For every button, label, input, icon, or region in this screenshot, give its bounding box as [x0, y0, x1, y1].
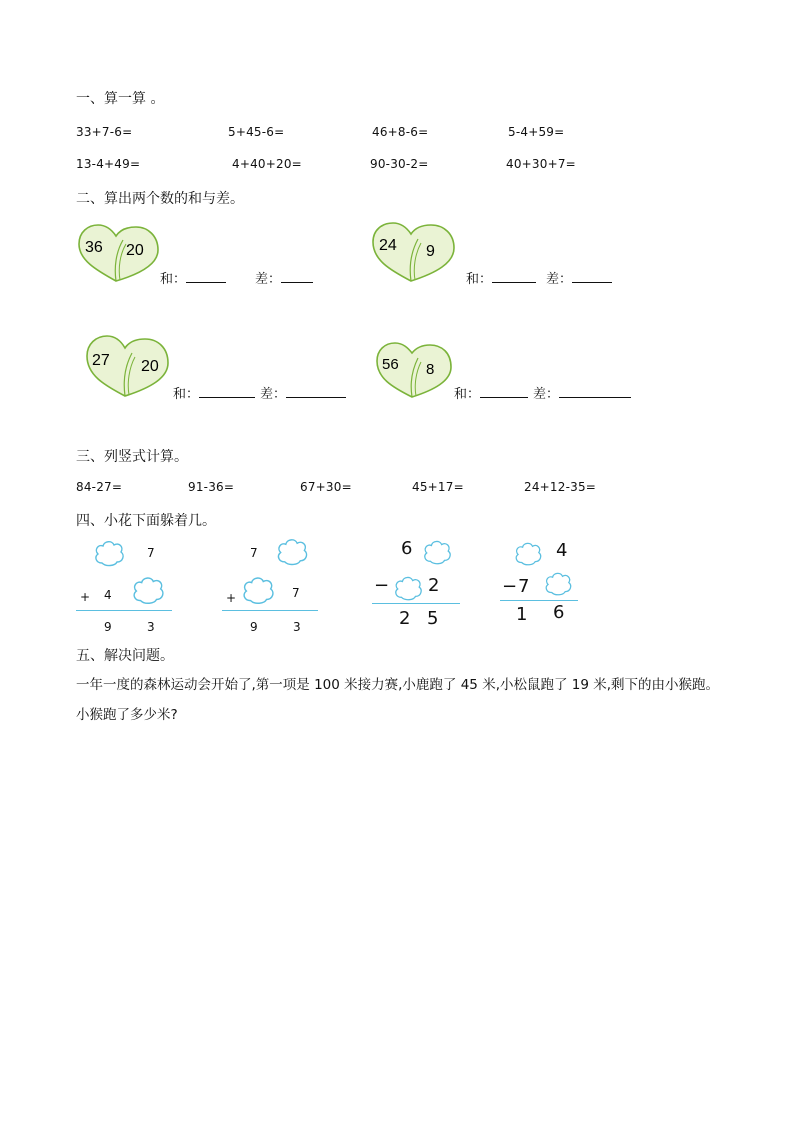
- s1-expr-1: 33+7-6=: [76, 125, 133, 139]
- p2-res2: 3: [293, 620, 301, 634]
- flower-cloud-icon: [240, 574, 276, 606]
- heart3-sum-blank[interactable]: [199, 383, 255, 398]
- s3-expr-4: 45+17=: [412, 480, 464, 494]
- p1-line: [76, 610, 172, 611]
- p2-op: +: [226, 591, 237, 605]
- heart1-diff-blank[interactable]: [281, 268, 313, 283]
- heart3-diff-blank[interactable]: [286, 383, 346, 398]
- heart1-diff: 差：: [255, 268, 313, 287]
- heart2-sum-blank[interactable]: [492, 268, 536, 283]
- heart2-diff-blank[interactable]: [572, 268, 612, 283]
- s3-expr-2: 91-36=: [188, 480, 235, 494]
- s3-expr-1: 84-27=: [76, 480, 123, 494]
- heart1-b: 20: [126, 242, 144, 259]
- s3-expr-3: 67+30=: [300, 480, 352, 494]
- heart4-diff: 差：: [533, 383, 631, 402]
- heart-leaf-2: [370, 220, 458, 284]
- s1-expr-2: 5+45-6=: [228, 125, 285, 139]
- p1-top: 7: [147, 546, 155, 560]
- p3-top: 6: [401, 538, 413, 559]
- flower-cloud-icon: [420, 538, 454, 566]
- p2-line: [222, 610, 318, 611]
- flower-cloud-icon: [92, 538, 126, 568]
- heart-leaf-3: [84, 333, 172, 399]
- p4-line: [500, 600, 578, 601]
- s1-expr-6: 4+40+20=: [232, 157, 302, 171]
- heart2-sum: 和：: [466, 268, 536, 287]
- s3-expr-5: 24+12-35=: [524, 480, 597, 494]
- heart3-diff: 差：: [260, 383, 346, 402]
- flower-cloud-icon: [130, 574, 166, 606]
- heart1-sum-blank[interactable]: [186, 268, 226, 283]
- flower-cloud-icon: [274, 536, 310, 567]
- heart2-b: 9: [426, 243, 435, 260]
- p4-mid: 7: [518, 576, 530, 597]
- heart1-sum: 和：: [160, 268, 226, 287]
- heart4-a: 56: [382, 356, 399, 373]
- heart2-diff: 差：: [546, 268, 612, 287]
- p4-res2: 6: [553, 602, 565, 623]
- p1-op: +: [80, 590, 91, 604]
- flower-cloud-icon: [542, 570, 574, 597]
- p3-line: [372, 603, 460, 604]
- p3-mid: 2: [428, 575, 440, 596]
- section2-title: 二、算出两个数的和与差。: [76, 191, 244, 207]
- heart3-b: 20: [141, 358, 159, 375]
- heart4-diff-blank[interactable]: [559, 383, 631, 398]
- s1-expr-7: 90-30-2=: [370, 157, 429, 171]
- flower-cloud-icon: [512, 540, 544, 567]
- heart2-a: 24: [379, 237, 397, 254]
- p1-mid: 4: [104, 588, 112, 602]
- heart3-a: 27: [92, 352, 110, 369]
- p1-res1: 9: [104, 620, 112, 634]
- heart-leaf-1: [76, 222, 162, 284]
- s1-expr-4: 5-4+59=: [508, 125, 565, 139]
- p4-top: 4: [556, 540, 568, 561]
- heart4-sum-blank[interactable]: [480, 383, 528, 398]
- section5-title: 五、解决问题。: [76, 648, 174, 664]
- p3-op: −: [374, 575, 390, 596]
- flower-cloud-icon: [392, 574, 424, 602]
- section1-title: 一、算一算 。: [76, 91, 165, 107]
- s1-expr-8: 40+30+7=: [506, 157, 576, 171]
- heart4-sum: 和：: [454, 383, 528, 402]
- section3-title: 三、列竖式计算。: [76, 449, 188, 465]
- p2-res1: 9: [250, 620, 258, 634]
- p2-mid: 7: [292, 586, 300, 600]
- p4-res1: 1: [516, 604, 528, 625]
- p1-res2: 3: [147, 620, 155, 634]
- s1-expr-5: 13-4+49=: [76, 157, 141, 171]
- heart3-sum: 和：: [173, 383, 255, 402]
- p3-res1: 2: [399, 608, 411, 629]
- heart4-b: 8: [426, 361, 435, 378]
- p3-res2: 5: [427, 608, 439, 629]
- heart-leaf-4: [374, 340, 454, 400]
- heart1-a: 36: [85, 239, 103, 256]
- section4-title: 四、小花下面躲着几。: [76, 513, 216, 529]
- word-problem-text: 一年一度的森林运动会开始了,第一项是 100 米接力赛,小鹿跑了 45 米,小松鼠跑了 19 米,剩下的由小猴跑。小猴跑了多少米?: [76, 677, 720, 723]
- p2-top: 7: [250, 546, 258, 560]
- p4-op: −: [502, 576, 518, 597]
- s1-expr-3: 46+8-6=: [372, 125, 429, 139]
